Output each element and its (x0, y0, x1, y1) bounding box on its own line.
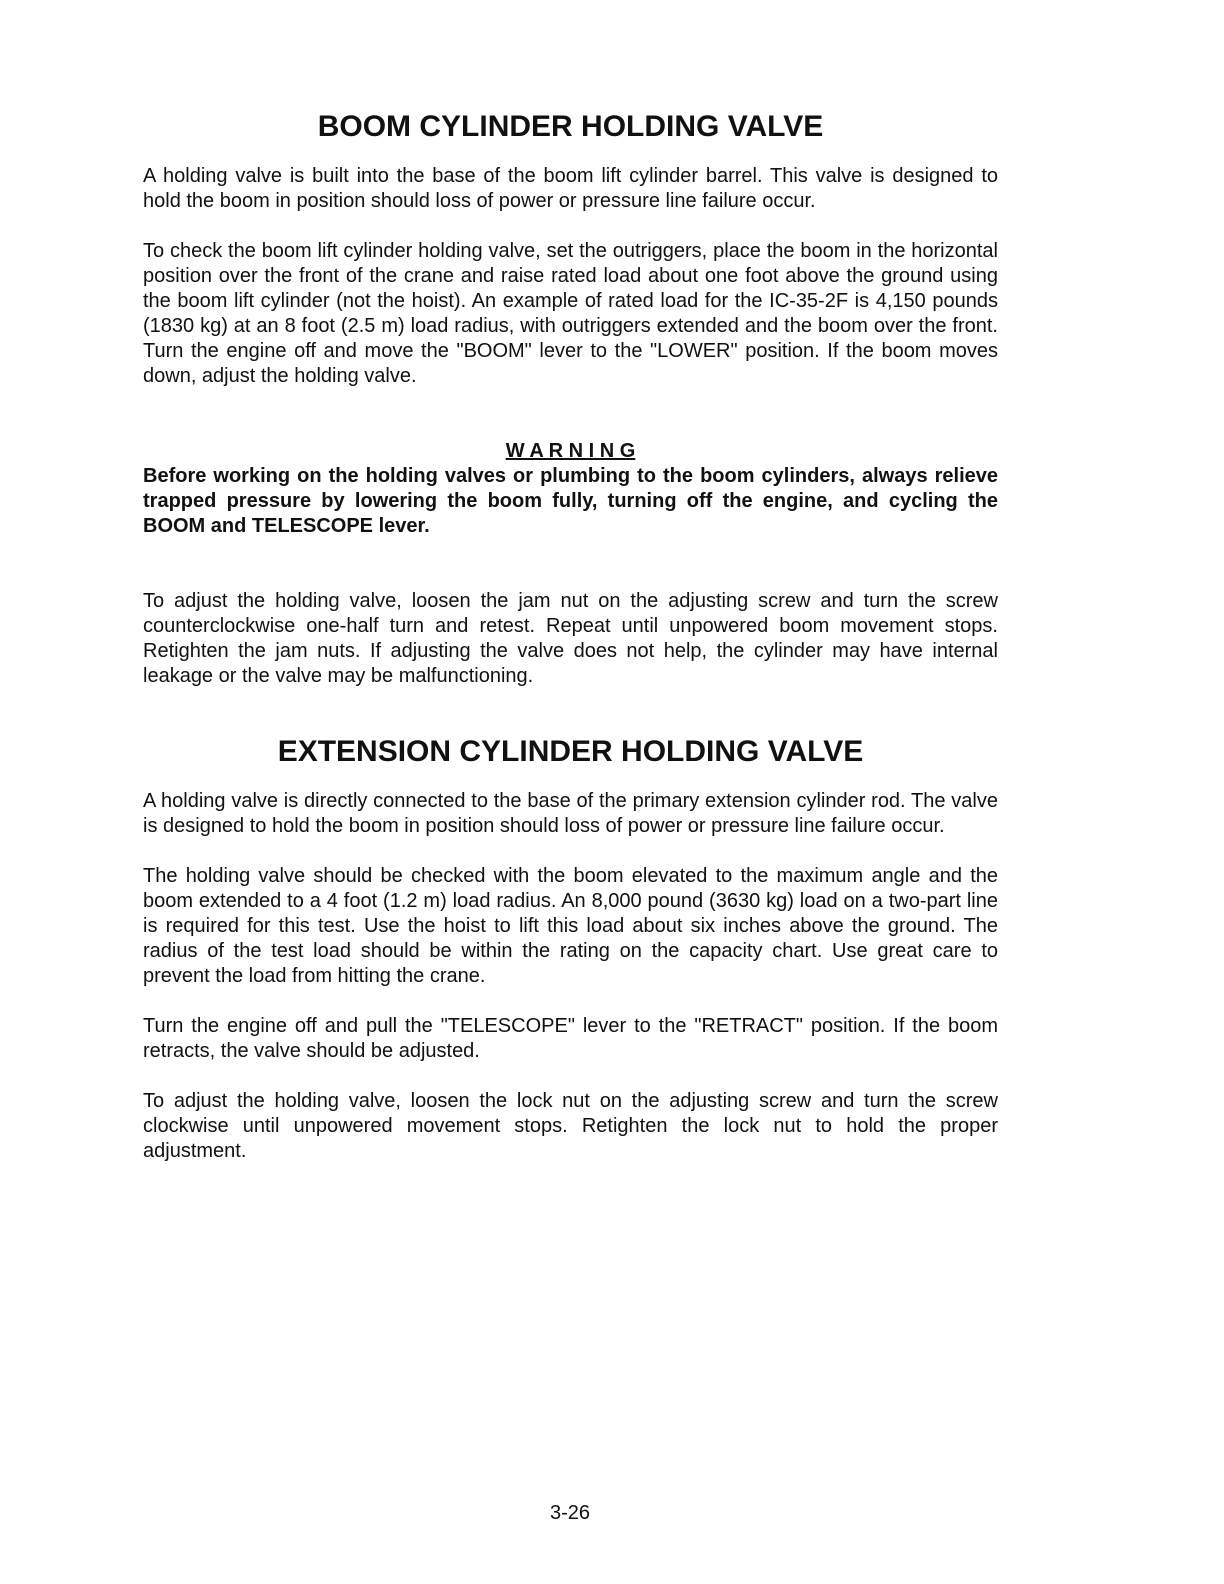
extension-paragraph-2: The holding valve should be checked with the boom elevated to the maximum angle and the boom extended to a 4 foot (1.2 m) load radius. An 8,000 pound (3630 kg) load on a two-part line is required for this test. Use the hoist to lift this load about six inches above the ground. The radius of the test load should be within the rating on the capacity chart. Use great care to prevent the load from hitting the crane. (143, 865, 998, 987)
boom-paragraph-3: To adjust the holding valve, loosen the jam nut on the adjusting screw and turn the screw counterclockwise one-half turn and retest. Repeat until unpowered boom movement stops. Retighten the jam nuts. If adjusting the valve does not help, the cylinder may have internal leakage or the valve may be malfunctioning. (143, 590, 998, 687)
warning-block (143, 439, 998, 539)
warning-title: W A R N I N G (505, 440, 636, 462)
boom-section-title: BOOM CYLINDER HOLDING VALVE (317, 110, 824, 143)
page-number: 3-26 (549, 1502, 591, 1524)
extension-paragraph-1: A holding valve is directly connected to the base of the primary extension cylinder rod. The valve is designed to hold the boom in position should loss of power or pressure line failure occur. (143, 790, 998, 837)
extension-section-title: EXTENSION CYLINDER HOLDING VALVE (277, 735, 864, 768)
boom-paragraph-2: To check the boom lift cylinder holding valve, set the outriggers, place the boom in the horizontal position over the front of the crane and raise rated load about one foot above the ground using the boom lift cylinder (not the hoist). An example of rated load for the IC-35-2F is 4,150 pounds (1830 kg) at an 8 foot (2.5 m) load radius, with outriggers extended and the boom over the front. Turn the engine off and move the "BOOM" lever to the "LOWER" position. If the boom moves down, adjust the holding valve. (143, 240, 998, 387)
extension-paragraph-3: Turn the engine off and pull the "TELESCOPE" lever to the "RETRACT" position. If the boom retracts, the valve should be adjusted. (143, 1015, 998, 1062)
boom-paragraph-1: A holding valve is built into the base of the boom lift cylinder barrel. This valve is designed to hold the boom in position should loss of power or pressure line failure occur. (143, 165, 998, 212)
extension-paragraph-4: To adjust the holding valve, loosen the lock nut on the adjusting screw and turn the screw clockwise until unpowered movement stops. Retighten the lock nut to hold the proper adjustment. (143, 1090, 998, 1162)
document-page (143, 112, 998, 1164)
warning-body: Before working on the holding valves or plumbing to the boom cylinders, always relieve trapped pressure by lowering the boom fully, turning off the engine, and cycling the BOOM and TELESCOPE lever. (143, 465, 998, 537)
